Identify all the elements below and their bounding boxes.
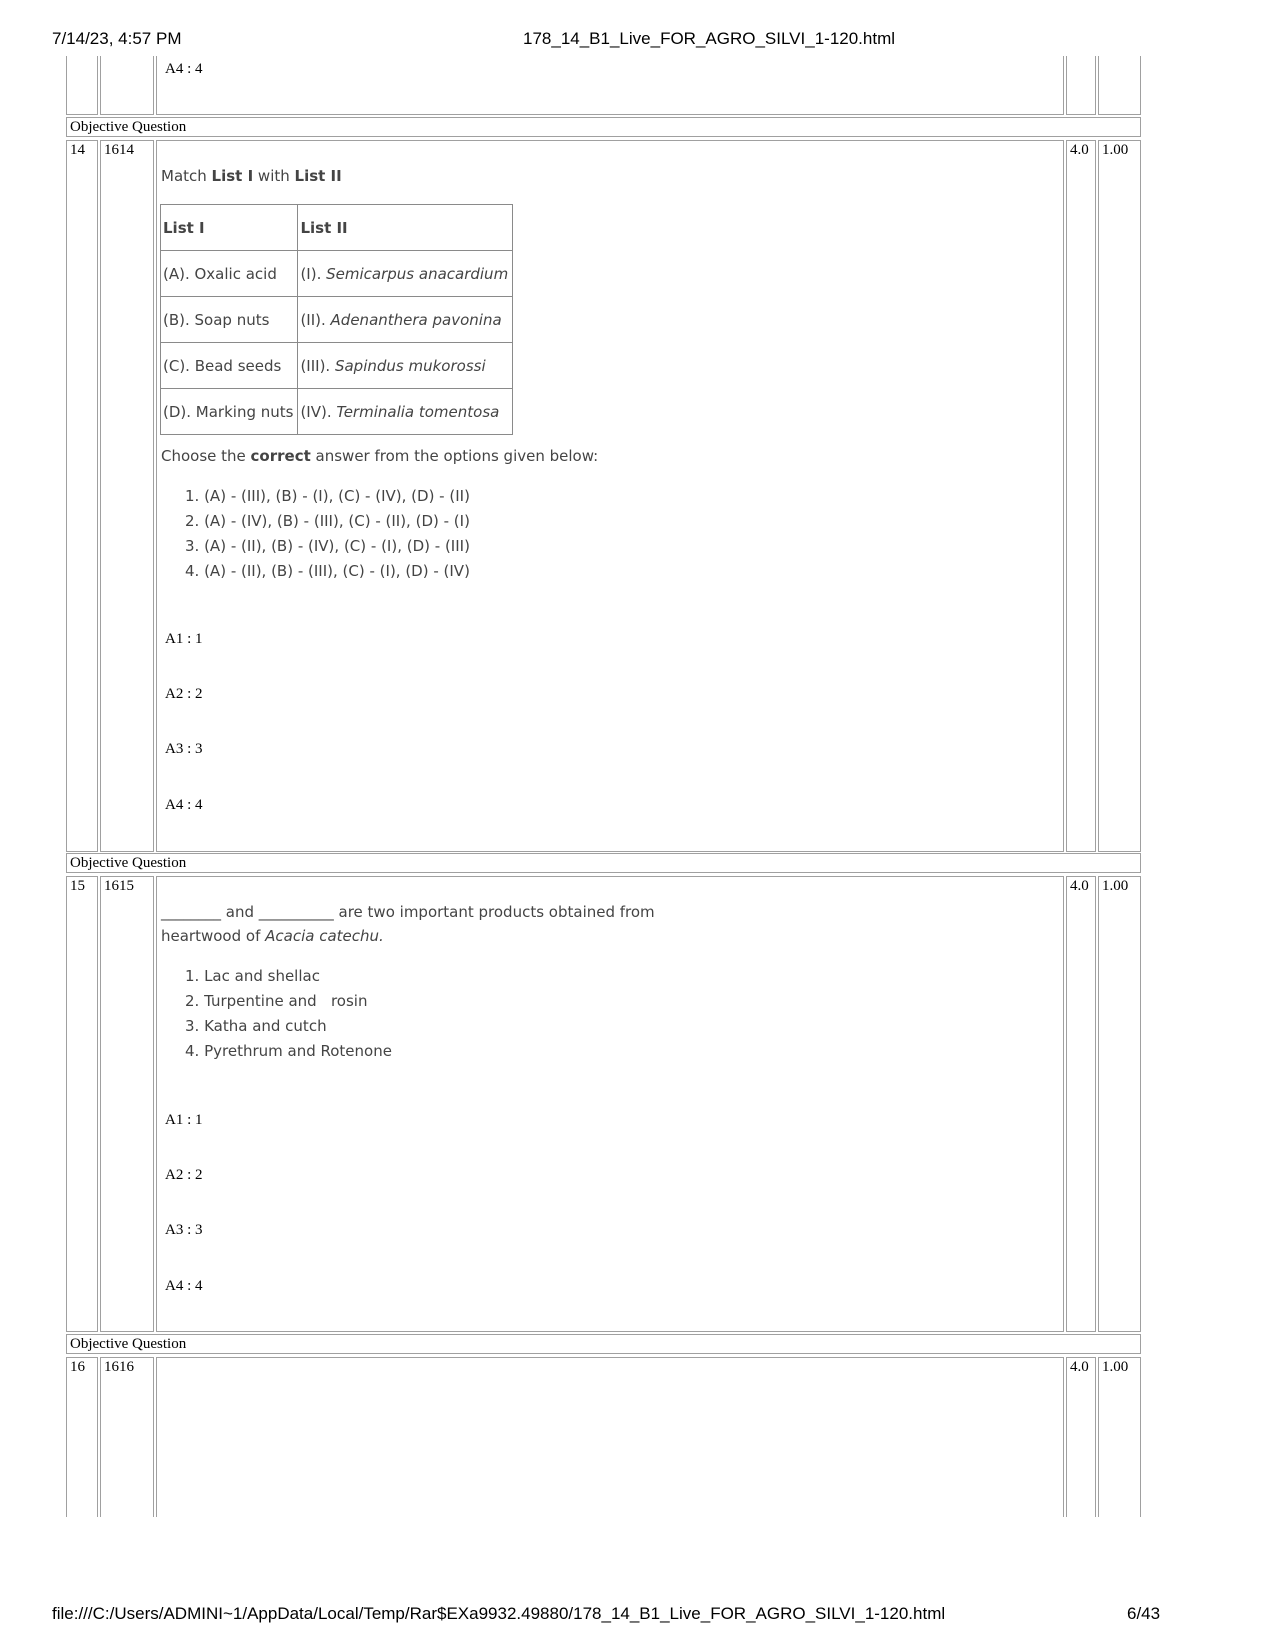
match-row bbox=[161, 389, 513, 435]
q16-qid: 1616 bbox=[104, 1359, 134, 1375]
q14-negative-cell bbox=[1098, 140, 1141, 852]
option-item: 3. Katha and cutch bbox=[185, 1017, 327, 1035]
q16-negative-marks: 1.00 bbox=[1102, 1359, 1129, 1375]
q15-sno-cell bbox=[66, 876, 98, 1332]
q15-negative-cell bbox=[1098, 876, 1141, 1332]
q15-question-line1: ________ and __________ are two important products obtained from bbox=[161, 903, 655, 921]
q14-qid: 1614 bbox=[104, 142, 134, 158]
prev-neg-cell bbox=[1098, 56, 1141, 115]
q14-options bbox=[185, 484, 470, 584]
print-datetime: 7/14/23, 4:57 PM bbox=[52, 29, 182, 48]
match-row bbox=[161, 343, 513, 389]
q15-answer-a2: A2 : 2 bbox=[165, 1167, 203, 1183]
match-left: (A). Oxalic acid bbox=[161, 251, 298, 297]
match-row bbox=[161, 251, 513, 297]
q15-answer-a4: A4 : 4 bbox=[165, 1278, 203, 1294]
q15-qid: 1615 bbox=[104, 878, 134, 894]
match-table-header bbox=[161, 205, 513, 251]
q14-match-table bbox=[160, 204, 513, 435]
q14-section-row bbox=[66, 117, 1141, 137]
q15-question-line2: heartwood of Acacia catechu. bbox=[161, 927, 384, 945]
q14-answer-a3: A3 : 3 bbox=[165, 741, 203, 757]
option-item: 4. Pyrethrum and Rotenone bbox=[185, 1042, 392, 1060]
match-right: (IV). Terminalia tomentosa bbox=[298, 389, 513, 435]
prev-marks-cell bbox=[1066, 56, 1096, 115]
prev-qid-cell bbox=[100, 56, 154, 115]
q15-sno: 15 bbox=[70, 878, 85, 894]
prev-answer-a4: A4 : 4 bbox=[165, 61, 203, 77]
match-header-list1: List I bbox=[161, 205, 298, 251]
match-right: (III). Sapindus mukorossi bbox=[298, 343, 513, 389]
option-item: 2. Turpentine and rosin bbox=[185, 992, 368, 1010]
q15-options bbox=[185, 964, 392, 1064]
q16-negative-cell bbox=[1098, 1357, 1141, 1517]
q16-marks: 4.0 bbox=[1070, 1359, 1089, 1375]
q14-section-label: Objective Question bbox=[70, 119, 187, 135]
q14-answer-a2: A2 : 2 bbox=[165, 686, 203, 702]
q14-sno: 14 bbox=[70, 142, 85, 158]
q15-marks: 4.0 bbox=[1070, 878, 1089, 894]
q15-negative-marks: 1.00 bbox=[1102, 878, 1129, 894]
q14-intro: Match List I with List II bbox=[161, 167, 342, 185]
match-left: (B). Soap nuts bbox=[161, 297, 298, 343]
match-right: (I). Semicarpus anacardium bbox=[298, 251, 513, 297]
match-left: (D). Marking nuts bbox=[161, 389, 298, 435]
file-path: file:///C:/Users/ADMINI~1/AppData/Local/Temp/Rar$EXa9932.49880/178_14_B1_Live_FOR_AGRO_SILVI_1-120.html bbox=[52, 1604, 946, 1623]
match-header-list2: List II bbox=[298, 205, 513, 251]
q14-marks: 4.0 bbox=[1070, 142, 1089, 158]
prev-question-cell bbox=[156, 56, 1064, 115]
q16-sno: 16 bbox=[70, 1359, 85, 1375]
page-number: 6/43 bbox=[1127, 1604, 1161, 1623]
option-item: 4. (A) - (II), (B) - (III), (C) - (I), (D) - (IV) bbox=[185, 562, 470, 580]
document-title: 178_14_B1_Live_FOR_AGRO_SILVI_1-120.html bbox=[523, 29, 896, 48]
option-item: 3. (A) - (II), (B) - (IV), (C) - (I), (D) - (III) bbox=[185, 537, 470, 555]
q15-answer-a3: A3 : 3 bbox=[165, 1222, 203, 1238]
prev-sno-cell bbox=[66, 56, 98, 115]
q14-marks-cell bbox=[1066, 140, 1096, 852]
option-item: 1. (A) - (III), (B) - (I), (C) - (IV), (D) - (II) bbox=[185, 487, 470, 505]
q15-marks-cell bbox=[1066, 876, 1096, 1332]
q14-answer-a1: A1 : 1 bbox=[165, 631, 203, 647]
q14-negative-marks: 1.00 bbox=[1102, 142, 1129, 158]
q15-section-label: Objective Question bbox=[70, 855, 187, 871]
option-item: 2. (A) - (IV), (B) - (III), (C) - (II), (D) - (I) bbox=[185, 512, 470, 530]
option-item: 1. Lac and shellac bbox=[185, 967, 320, 985]
q14-answer-a4: A4 : 4 bbox=[165, 797, 203, 813]
q15-qid-cell bbox=[100, 876, 154, 1332]
match-left: (C). Bead seeds bbox=[161, 343, 298, 389]
q16-marks-cell bbox=[1066, 1357, 1096, 1517]
q14-qid-cell bbox=[100, 140, 154, 852]
q15-section-row bbox=[66, 853, 1141, 873]
q16-qid-cell bbox=[100, 1357, 154, 1517]
match-right: (II). Adenanthera pavonina bbox=[298, 297, 513, 343]
q14-instruction: Choose the correct answer from the options given below: bbox=[161, 447, 599, 465]
q14-sno-cell bbox=[66, 140, 98, 852]
q16-section-row bbox=[66, 1334, 1141, 1354]
match-row bbox=[161, 297, 513, 343]
q15-answer-a1: A1 : 1 bbox=[165, 1112, 203, 1128]
q16-section-label: Objective Question bbox=[70, 1336, 187, 1352]
q16-sno-cell bbox=[66, 1357, 98, 1517]
q16-question-cell bbox=[156, 1357, 1064, 1517]
